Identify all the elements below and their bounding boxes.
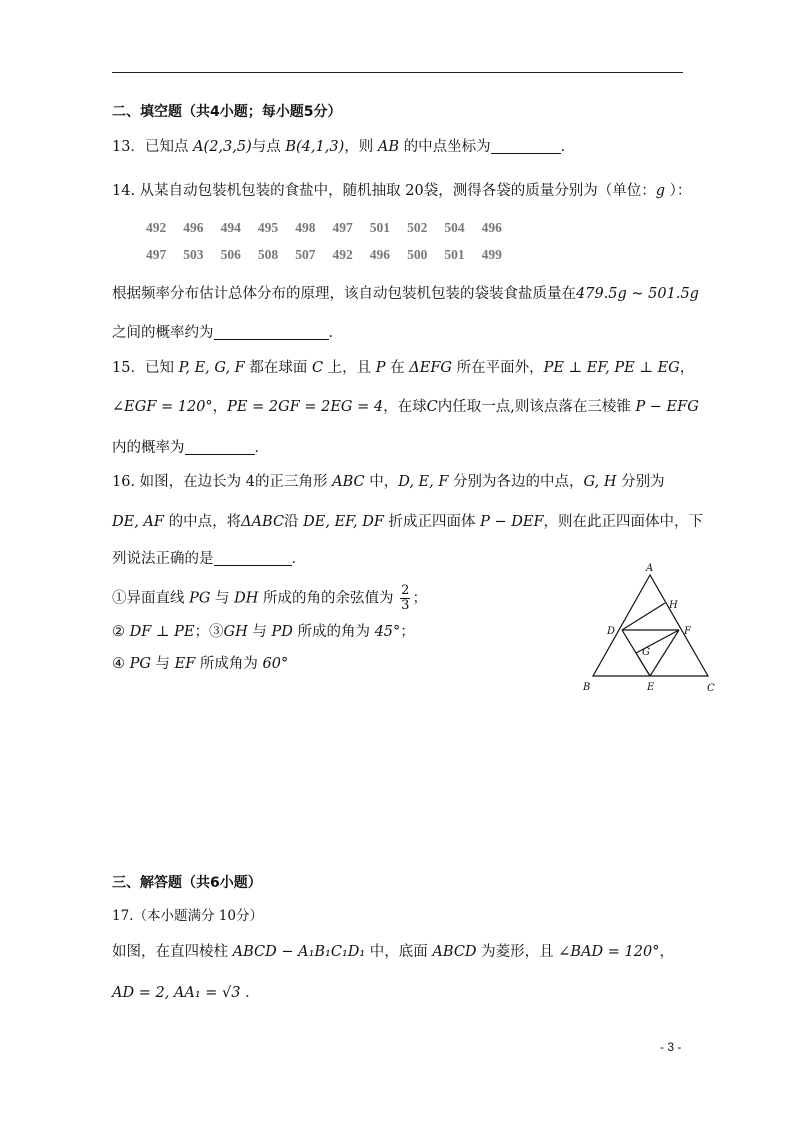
- q16-math: ABC: [332, 474, 365, 490]
- mass-value: 497: [146, 247, 167, 262]
- q14-line-2: [112, 284, 699, 304]
- q16-math: EF: [174, 656, 196, 672]
- q15-math: C: [426, 399, 438, 415]
- q17-math: ABCD: [432, 944, 477, 960]
- label-g: G: [642, 647, 650, 658]
- q16-line-3: [112, 549, 306, 569]
- q14-mass-range: 479.5g ~ 501.5g: [576, 286, 699, 302]
- mass-value: 496: [183, 220, 204, 235]
- q16-math: PG: [129, 656, 151, 672]
- q14-unit: g: [655, 183, 666, 199]
- q13-point-a: A(2,3,5): [193, 139, 252, 155]
- q15-text: ，: [679, 360, 695, 376]
- section-3-heading: 三、解答题（共6小题）: [112, 875, 262, 891]
- q16-math: ΔABC: [241, 514, 285, 530]
- q15-math: P: [375, 360, 386, 376]
- q16-option-1: [112, 584, 427, 613]
- q16-line-2: [112, 512, 703, 532]
- q16-text: 列说法正确的是: [112, 551, 214, 567]
- q17-text: ．: [240, 985, 260, 1001]
- q17-text: 中，底面: [365, 944, 433, 960]
- mass-value: 496: [481, 220, 502, 235]
- q15-text: 15．已知: [112, 360, 179, 376]
- q15-text: 在: [385, 360, 410, 376]
- question-15: [112, 358, 694, 378]
- fraction-numerator: 2: [401, 583, 410, 598]
- mass-value: 495: [257, 220, 279, 235]
- q14-text: 根据频率分布估计总体分布的原理，该自动包装机包装的袋装食盐质量在: [112, 286, 576, 302]
- q16-math: G, H: [583, 474, 617, 490]
- mass-value: 494: [220, 220, 241, 235]
- q16-text: ，则在此正四面体中，下: [543, 514, 704, 530]
- q16-text: ；: [400, 624, 415, 640]
- q16-text: ．: [291, 551, 306, 567]
- q16-text: 中，: [364, 474, 399, 490]
- q17-text: ，: [659, 944, 674, 960]
- q15-math: ∠EGF = 120°: [112, 399, 213, 415]
- q15-text: 内的概率为: [112, 440, 185, 456]
- q15-math: PE ⊥ EF, PE ⊥ EG: [543, 360, 680, 376]
- q16-math: DE, EF, DF: [303, 514, 384, 530]
- label-h: H: [669, 600, 678, 611]
- q16-text: 沿: [284, 514, 304, 530]
- q15-text: ，: [212, 399, 228, 415]
- q16-math: DH: [234, 590, 259, 607]
- label-c: C: [707, 683, 715, 694]
- q17-math: ABCD − A₁B₁C₁D₁: [232, 944, 366, 960]
- question-14: [112, 181, 691, 201]
- q15-text: 都在球面: [244, 360, 312, 376]
- q15-text: 上，且: [323, 360, 376, 376]
- q16-answer-blank: [214, 551, 292, 566]
- q14-text: 14. 从某自动包装机包装的食盐中，随机抽取 20袋，测得各袋的质量分别为（单位：: [112, 183, 656, 199]
- q17-text: 如图，在直四棱柱: [112, 944, 233, 960]
- q15-line-3: [112, 438, 269, 458]
- q13-answer-blank: [491, 139, 561, 154]
- mass-value: 499: [481, 247, 502, 262]
- question-17: [112, 942, 674, 962]
- q15-line-2: [112, 397, 699, 417]
- q16-math: 60°: [262, 656, 289, 672]
- q16-text: ②: [112, 624, 130, 640]
- q16-math: DE, AF: [112, 514, 164, 530]
- q13-text: 的中点坐标为: [398, 139, 491, 155]
- mass-value: 507: [295, 247, 316, 262]
- mass-value: 503: [183, 247, 204, 262]
- q15-text: 所在平面外，: [451, 360, 544, 376]
- q15-text: 内任取一点,则该点落在三棱锥: [437, 399, 636, 415]
- q13-text: ，则: [344, 139, 378, 155]
- fraction-denominator: 3: [401, 598, 410, 613]
- q16-text: ①异面直线: [112, 590, 190, 607]
- q16-math: 45°: [374, 624, 401, 640]
- mass-value: 500: [407, 247, 428, 262]
- q15-text: ．: [254, 440, 269, 456]
- q16-text: 所成的角为: [292, 624, 375, 640]
- mass-value: 501: [369, 220, 391, 235]
- q15-answer-blank: [185, 440, 255, 455]
- q16-text: ；: [412, 590, 427, 607]
- mass-value: 492: [146, 220, 167, 235]
- q16-text: 与: [150, 656, 175, 672]
- mass-data-row-2: [146, 247, 519, 263]
- mass-value: 498: [295, 220, 316, 235]
- question-16: [112, 472, 665, 492]
- q13-text: 与点: [251, 139, 286, 155]
- section-2-heading: 二、填空题（共4小题；每小题5分）: [112, 104, 342, 120]
- mass-data-row-1: [146, 220, 519, 236]
- mass-value: 502: [407, 220, 428, 235]
- q17-text: 为菱形，且: [476, 944, 559, 960]
- mass-value: 497: [332, 220, 353, 235]
- q15-math: PE = 2GF = 2EG = 4: [227, 399, 384, 415]
- mass-value: 496: [369, 247, 391, 262]
- q17-math: AD = 2, AA₁ = √3: [112, 985, 241, 1001]
- mass-value: 506: [220, 247, 241, 262]
- mass-value: 492: [332, 247, 353, 262]
- q13-segment: AB: [377, 139, 399, 155]
- q16-math: D, E, F: [398, 474, 449, 490]
- q16-text: 16. 如图，在边长为 4的正三角形: [112, 474, 333, 490]
- q16-text: 与: [210, 590, 235, 607]
- q15-math: ΔEFG: [409, 360, 452, 376]
- q16-text: 分别为各边的中点，: [448, 474, 584, 490]
- q15-math: P, E, G, F: [178, 360, 245, 376]
- q13-point-b: B(4,1,3): [285, 139, 345, 155]
- q16-math: PD: [271, 624, 293, 640]
- q16-math: PG: [189, 590, 211, 607]
- q14-line-3: [112, 323, 343, 343]
- segment-dh: [622, 603, 665, 630]
- q16-text: ④: [112, 656, 130, 672]
- q16-option-4: [112, 654, 288, 674]
- q15-math: C: [311, 360, 324, 376]
- q15-math: P − EFG: [635, 399, 699, 415]
- q16-math: GH: [223, 624, 248, 640]
- header-rule: [112, 72, 683, 73]
- q17-math: ∠BAD = 120°: [558, 944, 660, 960]
- q16-math: DF ⊥ PE: [129, 624, 195, 640]
- q16-text: 分别为: [616, 474, 665, 490]
- q13-text: 13．已知点: [112, 139, 194, 155]
- mass-value: 504: [444, 220, 465, 235]
- q14-text: ）：: [665, 183, 692, 199]
- q16-text: ；③: [194, 624, 224, 640]
- q16-text: 的中点，将: [163, 514, 242, 530]
- label-b: B: [583, 682, 591, 693]
- q16-text: 所成的角的余弦值为: [258, 590, 399, 607]
- q16-text: 与: [247, 624, 272, 640]
- triangle-figure: [578, 560, 722, 696]
- q13-text: ．: [560, 139, 576, 155]
- label-f: F: [684, 626, 691, 637]
- fraction-two-thirds: [400, 584, 410, 613]
- q14-text: ．: [328, 325, 343, 341]
- page-number: - 3 -: [660, 1040, 682, 1054]
- q17-header: 17.（本小题满分 10分）: [112, 908, 263, 924]
- mass-value: 501: [444, 247, 465, 262]
- q16-text: 折成正四面体: [383, 514, 481, 530]
- q16-option-2-3: [112, 622, 415, 642]
- label-a: A: [646, 563, 654, 574]
- mass-value: 508: [257, 247, 279, 262]
- q15-text: ，在球: [383, 399, 427, 415]
- q14-answer-blank: [214, 325, 329, 340]
- label-d: D: [607, 626, 616, 637]
- label-e: E: [647, 682, 655, 693]
- q16-math: P − DEF: [480, 514, 544, 530]
- q16-text: 所成角为: [195, 656, 263, 672]
- q17-line-2: [112, 983, 260, 1003]
- segment-ef: [650, 630, 679, 676]
- q14-text: 之间的概率约为: [112, 325, 214, 341]
- question-13: [112, 137, 575, 157]
